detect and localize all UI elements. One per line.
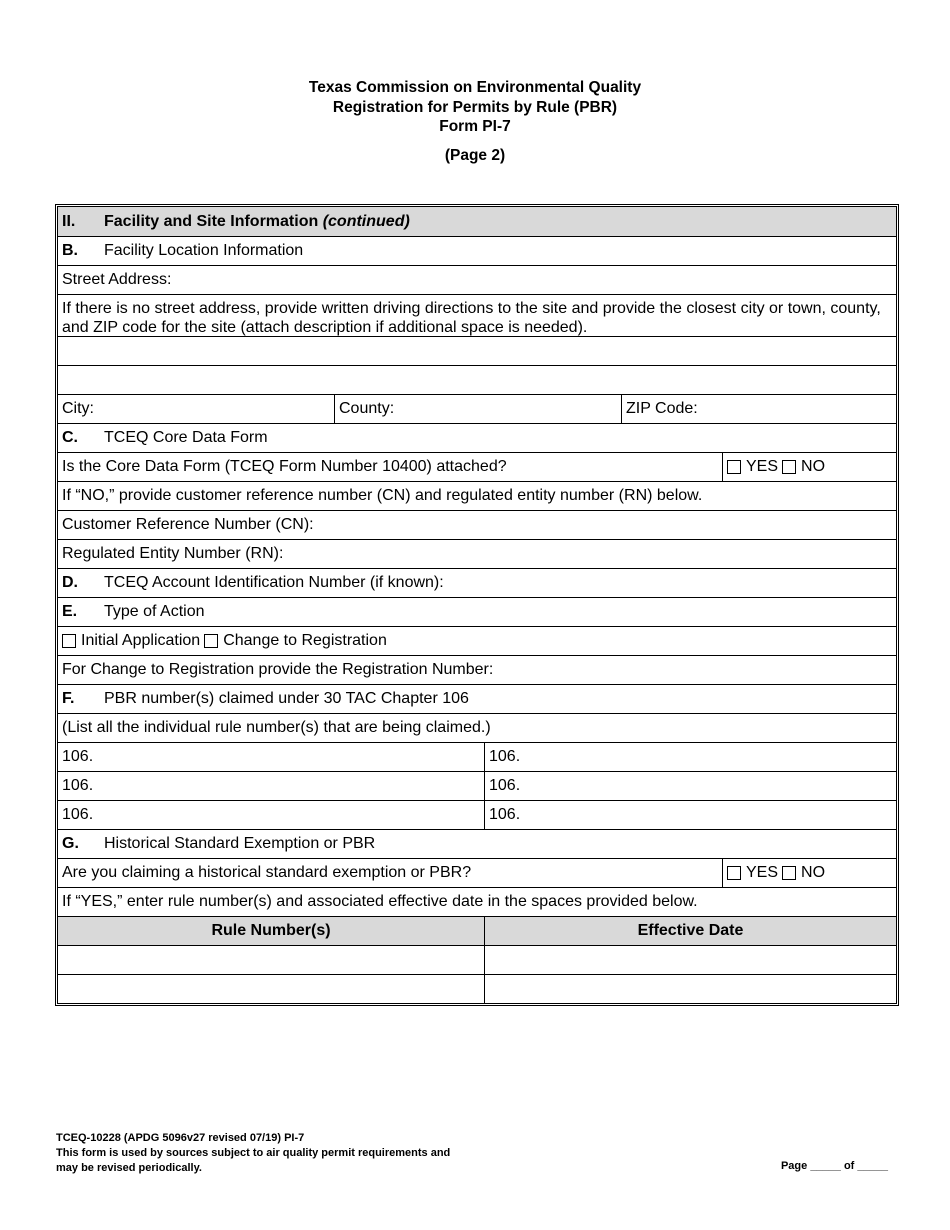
rule-prefix: 106. — [62, 806, 94, 823]
rule-prefix: 106. — [489, 748, 521, 765]
section-ii-header — [58, 207, 896, 236]
subsection-d-row[interactable] — [58, 568, 896, 597]
directions-line-2[interactable] — [58, 365, 896, 394]
historical-table-header — [58, 916, 896, 945]
change-registration-checkbox[interactable] — [204, 634, 218, 648]
no-label: NO — [801, 864, 826, 881]
rule-number-field[interactable] — [484, 743, 896, 771]
form-footer — [56, 1131, 450, 1176]
rule-list-instructions — [58, 713, 896, 742]
rn-label: Regulated Entity Number (RN): — [62, 545, 284, 562]
if-yes-instructions — [58, 887, 896, 916]
cn-field[interactable] — [58, 510, 896, 539]
city-label: City: — [62, 400, 94, 417]
yes-checkbox[interactable] — [727, 460, 741, 474]
if-yes-text: If “YES,” enter rule number(s) and associated effective date in the spaces provided below. — [62, 893, 698, 910]
zip-field[interactable] — [621, 395, 896, 423]
directions-line-1[interactable] — [58, 336, 896, 365]
directions-instructions — [58, 294, 896, 336]
yes-label: YES — [746, 458, 779, 475]
subsection-title: Historical Standard Exemption or PBR — [104, 835, 376, 852]
rule-number-input[interactable] — [58, 975, 484, 1003]
effective-date-input[interactable] — [484, 975, 896, 1003]
form-usage-note-cont: may be revised periodically. — [56, 1162, 202, 1174]
agency-name: Texas Commission on Environmental Quality — [308, 79, 642, 96]
section-number: II. — [62, 212, 76, 230]
rule-number-field[interactable] — [58, 743, 484, 771]
registration-number-field[interactable] — [58, 655, 896, 684]
no-checkbox[interactable] — [782, 460, 796, 474]
subsection-g-header — [58, 829, 896, 858]
rule-number-row — [58, 742, 896, 771]
rule-prefix: 106. — [62, 777, 94, 794]
section-continued: (continued) — [322, 212, 410, 230]
form-number: Form PI-7 — [439, 118, 511, 135]
subsection-letter: E. — [62, 603, 78, 620]
action-type-row — [58, 626, 896, 655]
subsection-c-header — [58, 423, 896, 452]
account-id-label: TCEQ Account Identification Number (if known): — [104, 574, 444, 591]
form-header — [0, 78, 950, 165]
section-title: Facility and Site Information — [104, 212, 319, 230]
subsection-title: Facility Location Information — [104, 242, 304, 259]
subsection-letter: F. — [62, 690, 75, 707]
core-data-question-row — [58, 452, 896, 481]
if-no-text: If “NO,” provide customer reference number (CN) and regulated entity number (RN) below. — [62, 487, 703, 504]
rn-field[interactable] — [58, 539, 896, 568]
initial-application-checkbox[interactable] — [62, 634, 76, 648]
city-county-zip-row — [58, 394, 896, 423]
historical-question-row — [58, 858, 896, 887]
rule-numbers-column-header: Rule Number(s) — [211, 922, 331, 939]
rule-number-field[interactable] — [58, 801, 484, 829]
change-registration-label: Change to Registration — [223, 632, 387, 649]
yes-label: YES — [746, 864, 779, 881]
page-counter: Page _____ of _____ — [780, 1160, 888, 1172]
city-field[interactable] — [58, 395, 334, 423]
if-no-instructions — [58, 481, 896, 510]
rule-number-input[interactable] — [58, 946, 484, 974]
rule-prefix: 106. — [489, 806, 521, 823]
rule-list-text: (List all the individual rule number(s) that are being claimed.) — [62, 719, 491, 736]
rule-number-field[interactable] — [58, 772, 484, 800]
subsection-letter: D. — [62, 574, 78, 591]
yes-checkbox[interactable] — [727, 866, 741, 880]
subsection-b-header — [58, 236, 896, 265]
rule-prefix: 106. — [489, 777, 521, 794]
historical-question: Are you claiming a historical standard exemption or PBR? — [62, 864, 472, 881]
core-data-question: Is the Core Data Form (TCEQ Form Number 10400) attached? — [62, 458, 507, 475]
subsection-title: TCEQ Core Data Form — [104, 429, 268, 446]
subsection-f-header — [58, 684, 896, 713]
form-revision: TCEQ-10228 (APDG 5096v27 revised 07/19) PI-7 — [56, 1132, 305, 1144]
street-address-field[interactable] — [58, 265, 896, 294]
effective-date-input[interactable] — [484, 946, 896, 974]
historical-table-row — [58, 974, 896, 1003]
subsection-letter: B. — [62, 242, 78, 259]
form-title: Registration for Permits by Rule (PBR) — [332, 98, 618, 116]
rule-number-field[interactable] — [484, 801, 896, 829]
historical-table-row — [58, 945, 896, 974]
form-table — [55, 204, 899, 1006]
county-field[interactable] — [334, 395, 621, 423]
initial-application-label: Initial Application — [81, 632, 201, 649]
registration-number-label: For Change to Registration provide the Registration Number: — [62, 661, 494, 678]
rule-number-row — [58, 771, 896, 800]
directions-text: If there is no street address, provide written driving directions to the site and provide the closest city or town, county, and ZIP code for the site (attach description if additional space is needed). — [62, 300, 881, 336]
no-label: NO — [801, 458, 826, 475]
rule-prefix: 106. — [62, 748, 94, 765]
form-usage-note: This form is used by sources subject to air quality permit requirements and — [56, 1147, 451, 1159]
subsection-title: PBR number(s) claimed under 30 TAC Chapter 106 — [104, 690, 469, 707]
subsection-e-header — [58, 597, 896, 626]
effective-date-column-header: Effective Date — [637, 922, 744, 939]
cn-label: Customer Reference Number (CN): — [62, 516, 314, 533]
county-label: County: — [339, 400, 395, 417]
zip-label: ZIP Code: — [626, 400, 698, 417]
subsection-letter: C. — [62, 429, 78, 446]
rule-number-field[interactable] — [484, 772, 896, 800]
street-address-label: Street Address: — [62, 271, 172, 288]
subsection-letter: G. — [62, 835, 79, 852]
no-checkbox[interactable] — [782, 866, 796, 880]
subsection-title: Type of Action — [104, 603, 205, 620]
rule-number-row — [58, 800, 896, 829]
page-label: (Page 2) — [444, 146, 506, 164]
